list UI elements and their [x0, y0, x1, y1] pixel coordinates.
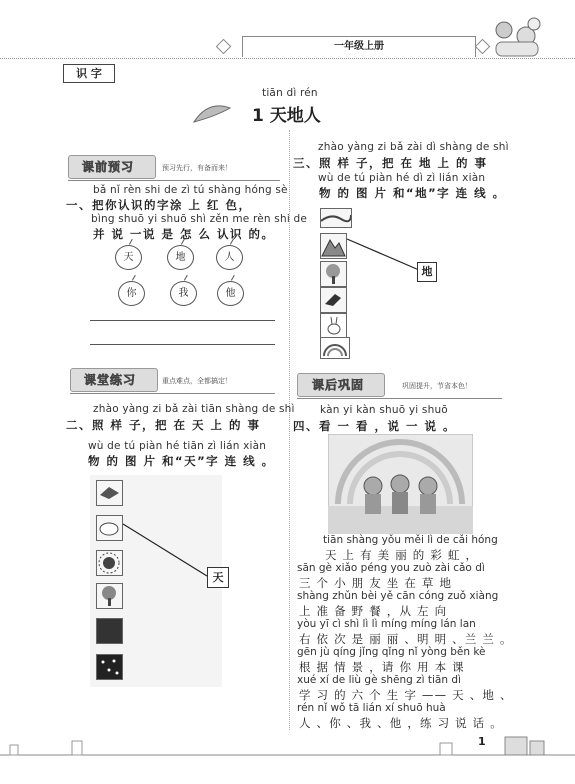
q3-pinyin-line1: zhào yàng zi bǎ zài dì shàng de shì: [318, 141, 509, 153]
q2-pinyin-line1: zhào yàng zi bǎ zài tiān shàng de shì: [93, 403, 295, 415]
q3-pinyin-line2: wù de tú piàn hé dì zì lián xiàn: [318, 172, 486, 184]
story-text-7: 人 、你 、我 、他 ，练 习 说 话 。: [299, 716, 503, 730]
story-text-5: 根 据 情 景 ，请 你 用 本 课: [299, 660, 465, 674]
picnic-illustration: [328, 434, 473, 534]
story-text-3: 上 准 备 野 餐 ，从 左 向: [299, 604, 448, 618]
story-pinyin-6: xué xí de liù gè shēng zì tiān dì: [297, 674, 461, 686]
answer-line[interactable]: [90, 320, 275, 321]
review-banner-title: 课后巩固: [312, 378, 365, 392]
story-pinyin-3: shàng zhǔn bèi yě cān cóng zuǒ xiàng: [297, 590, 499, 602]
mountain-picture[interactable]: [320, 233, 347, 259]
q4-text: 四、看 一 看 ，说 一 说 。: [293, 419, 457, 433]
story-text-1: 天 上 有 美 丽 的 彩 虹 ，: [325, 548, 479, 562]
moon-picture[interactable]: [96, 618, 123, 644]
book-title: 一年级上册: [242, 36, 476, 57]
story-text-2: 三 个 小 朋 友 坐 在 草 地: [299, 576, 453, 590]
q1-pinyin-line1: bǎ nǐ rèn shi de zì tú shàng hóng sè: [93, 184, 288, 196]
river-picture[interactable]: [320, 208, 352, 228]
q3-text-line1: 三、照 样 子，把 在 地 上 的 事: [293, 156, 488, 170]
char-apple-wo[interactable]: 我: [170, 281, 197, 306]
tian-label-box[interactable]: 天: [207, 567, 229, 588]
char-apple-ni[interactable]: 你: [118, 281, 145, 306]
page-number: 1: [478, 735, 486, 748]
q3-text-line2: 物 的 图 片 和“地”字 连 线 。: [319, 186, 506, 200]
char-apple-di[interactable]: 地: [167, 245, 194, 270]
banner-rule: [68, 180, 280, 181]
banner-rule: [297, 398, 502, 399]
q2-pinyin-line2: wù de tú piàn hé tiān zì lián xiàn: [88, 440, 267, 452]
story-pinyin-7: rén nǐ wǒ tā lián xí shuō huà: [297, 702, 446, 714]
preview-note: 预习先行，有备而来！: [162, 164, 232, 172]
stars-picture[interactable]: [96, 654, 123, 680]
rainbow-picture[interactable]: [320, 337, 350, 359]
tree-picture[interactable]: [96, 583, 123, 609]
q1-text-line2: 并 说 一说 是 怎 么 认识 的。: [93, 227, 275, 241]
footer-city-decoration: [0, 735, 575, 765]
story-pinyin-4: yòu yī cì shì lì lì míng míng lán lan: [297, 618, 476, 630]
char-apple-ta[interactable]: 他: [217, 281, 244, 306]
q4-pinyin: kàn yi kàn shuō yi shuō: [320, 404, 448, 416]
leaf-ornament-icon: [190, 98, 236, 128]
q2-text-line1: 二、照 样 子，把 在 天 上 的 事: [66, 418, 261, 432]
cloud-picture[interactable]: [96, 515, 123, 541]
answer-line[interactable]: [90, 344, 275, 345]
cartoon-kids-illustration: [482, 14, 552, 62]
tree-picture[interactable]: [320, 261, 347, 287]
di-label-box[interactable]: 地: [417, 262, 437, 282]
banner-rule: [70, 393, 275, 394]
lesson-title: 1 天地人: [252, 106, 321, 126]
bird-picture[interactable]: [96, 480, 123, 506]
char-apple-tian[interactable]: 天: [115, 245, 142, 270]
practice-note: 重点难点，全都搞定！: [162, 377, 232, 385]
section-tag: 识 字: [63, 64, 115, 83]
lesson-title-pinyin: tiān dì rén: [262, 87, 318, 99]
sun-picture[interactable]: [96, 550, 123, 576]
story-pinyin-2: sān gè xiǎo péng you zuò zài cǎo dì: [297, 562, 485, 574]
story-pinyin-5: gēn jù qíng jǐng qǐng nǐ yòng běn kè: [297, 646, 486, 658]
example-connect-line: [121, 520, 211, 580]
practice-banner-title: 课堂练习: [84, 373, 137, 387]
story-text-4: 右 依 次 是 丽 丽 、明 明 、兰 兰 。: [299, 632, 513, 646]
q1-pinyin-line2: bìng shuō yi shuō shì zěn me rèn shi de: [91, 213, 308, 225]
preview-banner-title: 课前预习: [82, 160, 135, 174]
char-apple-ren[interactable]: 人: [216, 245, 243, 270]
q2-text-line2: 物 的 图 片 和“天”字 连 线 。: [88, 454, 275, 468]
q1-text-line1: 一、把你认识的字涂 上 红 色，: [66, 198, 252, 212]
example-connect-line: [345, 236, 425, 276]
rabbit-picture[interactable]: [320, 313, 347, 339]
bird-picture[interactable]: [320, 287, 347, 313]
diamond-ornament: [216, 39, 232, 55]
story-pinyin-1: tiān shàng yǒu měi lì de cǎi hóng: [323, 534, 498, 546]
story-text-6: 学 习 的 六 个 生 字 —— 天 、地 、: [299, 688, 513, 702]
review-note: 巩固提升，节省本色！: [402, 382, 472, 390]
